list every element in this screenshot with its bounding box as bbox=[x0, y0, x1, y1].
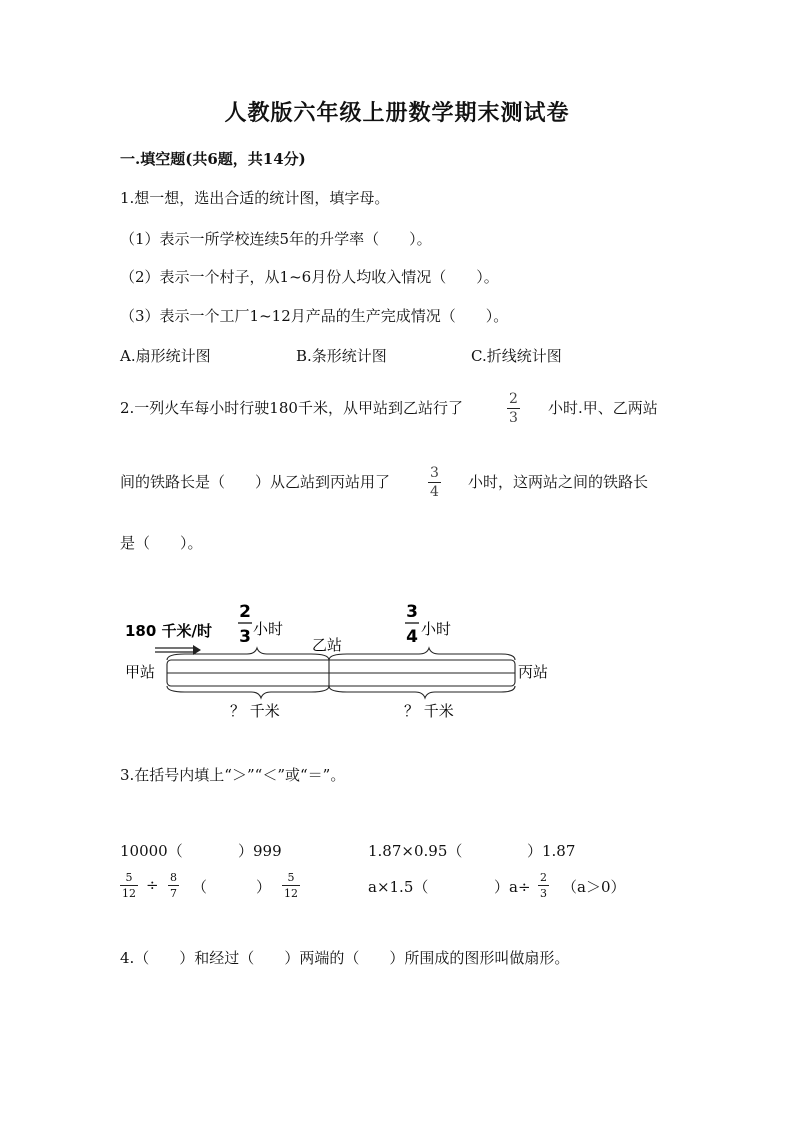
q1-item-1: （1）表示一所学校连续5年的升学率（ ）。 bbox=[120, 230, 432, 248]
diagram-fraction-right-numerator: 3 bbox=[406, 602, 418, 622]
speed-label: 180 千米/时 bbox=[125, 622, 213, 640]
diagram-hours-right: 小时 bbox=[421, 620, 452, 638]
q3-stem: 3.在括号内填上“＞”“＜”或“＝”。 bbox=[120, 766, 346, 784]
fraction-numerator: 5 bbox=[287, 871, 295, 884]
fraction-denominator: 3 bbox=[540, 887, 547, 900]
q1-item-2: （2）表示一个村子，从1~6月份人均收入情况（ ）。 bbox=[120, 268, 499, 286]
q2-line2-b: 小时，这两站之间的铁路长 bbox=[468, 473, 649, 491]
q3-r2c2-middle: ）a÷ bbox=[494, 878, 531, 896]
station-a-label: 甲站 bbox=[125, 663, 156, 681]
fraction-denominator: 12 bbox=[122, 887, 136, 900]
q3-r1c2-left: 1.87×0.95（ bbox=[368, 842, 463, 860]
q3-r2c1-operator: ÷ bbox=[146, 876, 159, 894]
q3-r2c1-fraction-3 bbox=[282, 872, 300, 899]
q3-r2c2-fraction bbox=[538, 872, 549, 899]
distance-diagram bbox=[115, 595, 565, 730]
q2-fraction-2 bbox=[428, 466, 441, 499]
fraction-numerator: 2 bbox=[540, 871, 547, 884]
q3-r2c1-fraction-1 bbox=[120, 872, 138, 899]
q3-r2c2-left: a×1.5（ bbox=[368, 878, 429, 896]
fraction-denominator: 3 bbox=[509, 410, 518, 426]
q1-item-3: （3）表示一个工厂1~12月产品的生产完成情况（ ）。 bbox=[120, 307, 509, 325]
diagram-fraction-left-denominator: 3 bbox=[239, 627, 251, 647]
q2-line3: 是（ ）。 bbox=[120, 534, 203, 552]
q2-fraction-1 bbox=[507, 392, 520, 425]
q2-line1-a: 2.一列火车每小时行驶180千米，从甲站到乙站行了 bbox=[120, 399, 463, 417]
q1-option-c: C.折线统计图 bbox=[471, 347, 562, 365]
q3-r1c1-right: ）999 bbox=[238, 842, 282, 860]
station-b-label: 乙站 bbox=[312, 636, 343, 654]
q3-r2c1-open-paren: （ bbox=[192, 878, 208, 896]
section-heading: 一.填空题(共6题，共14分) bbox=[120, 150, 306, 168]
q2-line2-a: 间的铁路长是（ ）从乙站到丙站用了 bbox=[120, 473, 391, 491]
fraction-numerator: 2 bbox=[509, 391, 518, 407]
q4-text: 4.（ ）和经过（ ）两端的（ ）所围成的图形叫做扇形。 bbox=[120, 949, 570, 967]
unknown-distance-left: ？ 千米 bbox=[230, 702, 280, 720]
station-c-label: 丙站 bbox=[518, 663, 549, 681]
fraction-numerator: 8 bbox=[170, 871, 177, 884]
page-title: 人教版六年级上册数学期末测试卷 bbox=[224, 100, 570, 126]
fraction-numerator: 3 bbox=[430, 465, 439, 481]
brace-bottom-right bbox=[329, 686, 515, 698]
q1-option-a: A.扇形统计图 bbox=[120, 347, 211, 365]
diagram-fraction-right-denominator: 4 bbox=[406, 627, 418, 647]
brace-top-right bbox=[329, 648, 515, 660]
q1-option-b: B.条形统计图 bbox=[296, 347, 387, 365]
diagram-hours-left: 小时 bbox=[253, 620, 284, 638]
fraction-denominator: 12 bbox=[284, 887, 298, 900]
q3-r1c2-right: ）1.87 bbox=[527, 842, 576, 860]
q1-stem: 1.想一想，选出合适的统计图，填字母。 bbox=[120, 189, 390, 207]
brace-bottom-left bbox=[167, 686, 329, 698]
q2-line1-b: 小时.甲、乙两站 bbox=[548, 399, 658, 417]
brace-top-left bbox=[167, 648, 329, 660]
q3-r2c1-fraction-2 bbox=[168, 872, 179, 899]
diagram-fraction-left-numerator: 2 bbox=[239, 602, 251, 622]
fraction-denominator: 7 bbox=[170, 887, 177, 900]
q3-r2c1-close-paren: ） bbox=[256, 878, 272, 896]
unknown-distance-right: ？ 千米 bbox=[404, 702, 454, 720]
fraction-denominator: 4 bbox=[430, 484, 439, 500]
fraction-numerator: 5 bbox=[125, 871, 133, 884]
q3-r2c2-condition: （a＞0） bbox=[562, 878, 626, 896]
q3-r1c1-left: 10000（ bbox=[120, 842, 183, 860]
